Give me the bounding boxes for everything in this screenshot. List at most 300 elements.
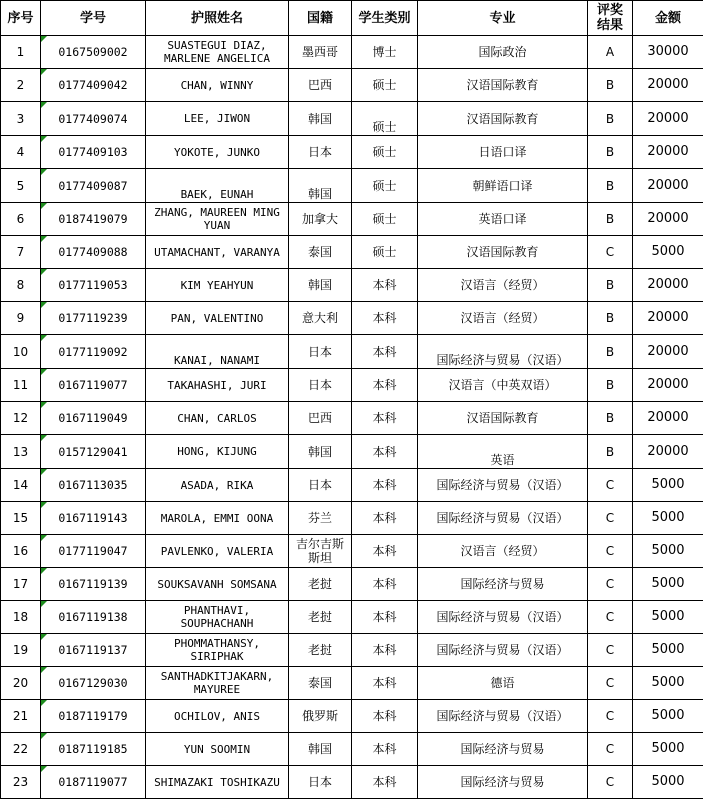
cell-student-type[interactable] bbox=[352, 766, 418, 799]
cell-nationality[interactable] bbox=[289, 601, 352, 634]
cell-major[interactable] bbox=[418, 302, 588, 335]
cell-passport-name[interactable] bbox=[146, 236, 289, 269]
cell-nationality-text: 韩国 bbox=[307, 187, 332, 201]
cell-student-type[interactable] bbox=[352, 568, 418, 601]
cell-major[interactable] bbox=[418, 402, 588, 435]
cell-nationality[interactable] bbox=[289, 302, 352, 335]
cell-student-id[interactable] bbox=[41, 535, 146, 568]
cell-passport-name-text: CHAN, WINNY bbox=[180, 78, 254, 92]
cell-seq[interactable] bbox=[1, 236, 41, 269]
cell-amount[interactable] bbox=[633, 203, 703, 236]
cell-student-id[interactable] bbox=[41, 169, 146, 203]
cell-major[interactable] bbox=[418, 568, 588, 601]
cell-student-type[interactable] bbox=[352, 502, 418, 535]
header-result[interactable] bbox=[588, 1, 633, 36]
cell-seq-text: 7 bbox=[16, 245, 25, 259]
table-row bbox=[1, 369, 703, 402]
cell-student-id-text: 0177119047 bbox=[58, 544, 128, 558]
cell-seq[interactable] bbox=[1, 136, 41, 169]
cell-major[interactable] bbox=[418, 634, 588, 667]
cell-result[interactable] bbox=[588, 469, 633, 502]
cell-major-text: 汉语言（经贸） bbox=[460, 278, 545, 292]
cell-amount[interactable] bbox=[633, 369, 703, 402]
cell-major[interactable] bbox=[418, 102, 588, 136]
cell-major[interactable] bbox=[418, 369, 588, 402]
cell-seq[interactable] bbox=[1, 302, 41, 335]
cell-student-id[interactable] bbox=[41, 502, 146, 535]
cell-nationality[interactable] bbox=[289, 203, 352, 236]
cell-amount[interactable] bbox=[633, 469, 703, 502]
cell-seq[interactable] bbox=[1, 502, 41, 535]
cell-amount[interactable] bbox=[633, 335, 703, 369]
cell-student-id-text: 0187119185 bbox=[58, 742, 128, 756]
cell-seq-text: 18 bbox=[12, 610, 29, 624]
cell-amount-text: 20000 bbox=[647, 110, 689, 126]
cell-passport-name[interactable] bbox=[146, 766, 289, 799]
cell-nationality-text: 日本 bbox=[307, 344, 332, 359]
cell-amount[interactable] bbox=[633, 236, 703, 269]
header-passport-name[interactable]: 护照姓名 bbox=[146, 1, 289, 36]
cell-passport-name[interactable] bbox=[146, 435, 289, 469]
cell-result-text: B bbox=[605, 78, 615, 92]
cell-seq-text: 21 bbox=[12, 709, 29, 723]
cell-seq-text: 5 bbox=[16, 178, 25, 193]
cell-student-id-text: 0157129041 bbox=[58, 444, 128, 459]
cell-result-text: C bbox=[605, 709, 615, 723]
cell-student-id[interactable] bbox=[41, 36, 146, 69]
cell-nationality[interactable] bbox=[289, 535, 352, 568]
cell-student-id[interactable] bbox=[41, 469, 146, 502]
cell-result[interactable] bbox=[588, 700, 633, 733]
cell-major[interactable] bbox=[418, 601, 588, 634]
cell-seq[interactable] bbox=[1, 335, 41, 369]
cell-nationality[interactable] bbox=[289, 236, 352, 269]
cell-nationality-text: 俄罗斯 bbox=[301, 709, 338, 723]
cell-student-type[interactable] bbox=[352, 435, 418, 469]
cell-passport-name[interactable] bbox=[146, 667, 289, 700]
cell-passport-name-text: UTAMACHANT, VARANYA bbox=[154, 245, 280, 259]
cell-student-id[interactable] bbox=[41, 435, 146, 469]
cell-seq[interactable] bbox=[1, 634, 41, 667]
table-row bbox=[1, 568, 703, 601]
cell-student-type[interactable] bbox=[352, 469, 418, 502]
cell-amount[interactable] bbox=[633, 302, 703, 335]
cell-result[interactable] bbox=[588, 69, 633, 102]
cell-nationality[interactable] bbox=[289, 169, 352, 203]
comment-indicator-icon bbox=[41, 634, 47, 640]
cell-amount[interactable] bbox=[633, 402, 703, 435]
cell-student-type[interactable] bbox=[352, 369, 418, 402]
cell-student-id[interactable] bbox=[41, 269, 146, 302]
cell-amount[interactable] bbox=[633, 700, 703, 733]
cell-major[interactable] bbox=[418, 136, 588, 169]
cell-passport-name-text: PHOMMATHANSY, SIRIPHAK bbox=[173, 637, 261, 663]
header-student-id[interactable]: 学号 bbox=[41, 1, 146, 36]
cell-nationality[interactable] bbox=[289, 36, 352, 69]
cell-student-id-text: 0177409087 bbox=[58, 178, 128, 193]
cell-amount[interactable] bbox=[633, 69, 703, 102]
cell-student-id[interactable] bbox=[41, 634, 146, 667]
cell-student-id-text: 0187119077 bbox=[58, 775, 128, 789]
cell-nationality[interactable] bbox=[289, 700, 352, 733]
cell-result[interactable] bbox=[588, 634, 633, 667]
cell-student-id[interactable] bbox=[41, 102, 146, 136]
cell-passport-name[interactable] bbox=[146, 568, 289, 601]
cell-seq[interactable] bbox=[1, 203, 41, 236]
cell-seq-text: 17 bbox=[12, 577, 29, 591]
cell-major[interactable] bbox=[418, 36, 588, 69]
cell-seq-text: 2 bbox=[16, 78, 25, 92]
header-amount[interactable]: 金额 bbox=[633, 1, 703, 36]
cell-seq-text: 16 bbox=[12, 544, 29, 558]
cell-passport-name-text: SUASTEGUI DIAZ, MARLENE ANGELICA bbox=[164, 39, 270, 65]
cell-major[interactable] bbox=[418, 667, 588, 700]
cell-student-id-text: 0167119137 bbox=[58, 643, 128, 657]
cell-amount-text: 20000 bbox=[647, 443, 689, 459]
cell-nationality[interactable] bbox=[289, 469, 352, 502]
comment-indicator-icon bbox=[41, 667, 47, 673]
cell-nationality[interactable] bbox=[289, 502, 352, 535]
cell-seq[interactable] bbox=[1, 535, 41, 568]
cell-major[interactable] bbox=[418, 269, 588, 302]
cell-major[interactable] bbox=[418, 236, 588, 269]
cell-nationality-text: 韩国 bbox=[307, 742, 332, 756]
cell-student-type[interactable] bbox=[352, 236, 418, 269]
cell-major-text: 国际经济与贸易（汉语） bbox=[436, 511, 569, 525]
cell-major-text: 德语 bbox=[490, 676, 515, 690]
cell-major[interactable] bbox=[418, 335, 588, 369]
cell-student-id-text: 0167119143 bbox=[58, 511, 128, 525]
cell-major-text: 汉语国际教育 bbox=[466, 78, 539, 92]
cell-seq[interactable] bbox=[1, 402, 41, 435]
cell-student-type[interactable] bbox=[352, 335, 418, 369]
cell-passport-name-text: PHANTHAVI, SOUPHACHANH bbox=[180, 604, 254, 630]
cell-result[interactable] bbox=[588, 36, 633, 69]
cell-result[interactable] bbox=[588, 236, 633, 269]
cell-student-type[interactable] bbox=[352, 269, 418, 302]
cell-amount[interactable] bbox=[633, 502, 703, 535]
cell-nationality-text: 韩国 bbox=[307, 444, 332, 459]
table-row bbox=[1, 236, 703, 269]
cell-student-type-text: 硕士 bbox=[372, 245, 397, 259]
table-row bbox=[1, 733, 703, 766]
header-student-type[interactable]: 学生类别 bbox=[352, 1, 418, 36]
table-row bbox=[1, 36, 703, 69]
cell-amount[interactable] bbox=[633, 733, 703, 766]
cell-passport-name-text: CHAN, CARLOS bbox=[177, 411, 257, 425]
cell-result[interactable] bbox=[588, 667, 633, 700]
cell-student-type-text: 本科 bbox=[372, 444, 397, 459]
cell-student-id-text: 0177119239 bbox=[58, 311, 128, 325]
cell-seq-text: 13 bbox=[12, 444, 29, 459]
cell-amount-text: 20000 bbox=[647, 211, 689, 226]
cell-nationality[interactable] bbox=[289, 667, 352, 700]
table-row bbox=[1, 435, 703, 469]
cell-result[interactable] bbox=[588, 733, 633, 766]
cell-passport-name[interactable] bbox=[146, 601, 289, 634]
cell-result[interactable] bbox=[588, 502, 633, 535]
cell-result[interactable] bbox=[588, 402, 633, 435]
cell-major-text: 国际经济与贸易 bbox=[460, 577, 545, 591]
cell-result[interactable] bbox=[588, 169, 633, 203]
cell-major[interactable] bbox=[418, 502, 588, 535]
cell-result[interactable] bbox=[588, 136, 633, 169]
cell-passport-name[interactable] bbox=[146, 302, 289, 335]
cell-nationality[interactable] bbox=[289, 634, 352, 667]
cell-major[interactable] bbox=[418, 535, 588, 568]
cell-amount[interactable] bbox=[633, 136, 703, 169]
cell-seq-text: 4 bbox=[16, 145, 25, 159]
cell-student-type[interactable] bbox=[352, 733, 418, 766]
cell-student-id[interactable] bbox=[41, 69, 146, 102]
cell-amount[interactable] bbox=[633, 36, 703, 69]
cell-seq[interactable] bbox=[1, 601, 41, 634]
cell-major-text: 国际经济与贸易（汉语） bbox=[436, 353, 569, 367]
cell-student-id[interactable] bbox=[41, 302, 146, 335]
cell-result[interactable] bbox=[588, 435, 633, 469]
comment-indicator-icon bbox=[41, 269, 47, 275]
cell-amount[interactable] bbox=[633, 435, 703, 469]
cell-student-id[interactable] bbox=[41, 236, 146, 269]
cell-passport-name[interactable] bbox=[146, 402, 289, 435]
cell-nationality[interactable] bbox=[289, 335, 352, 369]
cell-student-id[interactable] bbox=[41, 402, 146, 435]
cell-nationality[interactable] bbox=[289, 568, 352, 601]
cell-student-id[interactable] bbox=[41, 700, 146, 733]
cell-nationality-text: 韩国 bbox=[307, 278, 332, 292]
cell-result[interactable] bbox=[588, 203, 633, 236]
cell-passport-name[interactable] bbox=[146, 733, 289, 766]
cell-seq[interactable] bbox=[1, 700, 41, 733]
cell-result[interactable] bbox=[588, 601, 633, 634]
cell-amount-text: 20000 bbox=[647, 144, 689, 159]
cell-amount-text: 5000 bbox=[651, 774, 685, 789]
cell-student-type[interactable] bbox=[352, 69, 418, 102]
cell-student-id[interactable] bbox=[41, 203, 146, 236]
cell-nationality[interactable] bbox=[289, 435, 352, 469]
cell-nationality[interactable] bbox=[289, 102, 352, 136]
table-row bbox=[1, 335, 703, 369]
comment-indicator-icon bbox=[41, 69, 47, 75]
cell-result-text: C bbox=[605, 643, 615, 657]
cell-student-type-text: 本科 bbox=[372, 311, 397, 325]
cell-amount[interactable] bbox=[633, 535, 703, 568]
cell-major-text: 英语口译 bbox=[478, 212, 527, 226]
cell-student-id[interactable] bbox=[41, 369, 146, 402]
cell-student-id-text: 0177409103 bbox=[58, 145, 128, 159]
cell-student-id[interactable] bbox=[41, 733, 146, 766]
cell-nationality[interactable] bbox=[289, 369, 352, 402]
cell-amount-text: 20000 bbox=[647, 410, 689, 425]
comment-indicator-icon bbox=[41, 36, 47, 42]
cell-major-text: 国际经济与贸易（汉语） bbox=[436, 478, 569, 492]
cell-result[interactable] bbox=[588, 568, 633, 601]
cell-seq[interactable] bbox=[1, 169, 41, 203]
cell-nationality[interactable] bbox=[289, 766, 352, 799]
cell-student-id-text: 0167119077 bbox=[58, 378, 128, 392]
cell-result-text: C bbox=[605, 544, 615, 558]
table-row bbox=[1, 169, 703, 203]
cell-nationality[interactable] bbox=[289, 136, 352, 169]
cell-passport-name[interactable] bbox=[146, 269, 289, 302]
cell-amount[interactable] bbox=[633, 269, 703, 302]
cell-student-type[interactable] bbox=[352, 136, 418, 169]
cell-seq[interactable] bbox=[1, 269, 41, 302]
cell-student-id[interactable] bbox=[41, 568, 146, 601]
cell-nationality[interactable] bbox=[289, 269, 352, 302]
cell-student-type[interactable] bbox=[352, 169, 418, 203]
table-row bbox=[1, 102, 703, 136]
cell-passport-name[interactable] bbox=[146, 335, 289, 369]
cell-passport-name[interactable] bbox=[146, 169, 289, 203]
comment-indicator-icon bbox=[41, 568, 47, 574]
cell-major[interactable] bbox=[418, 203, 588, 236]
cell-seq-text: 10 bbox=[12, 344, 29, 359]
cell-student-type-text: 硕士 bbox=[372, 78, 397, 92]
cell-result-text: B bbox=[605, 111, 615, 126]
cell-student-id[interactable] bbox=[41, 667, 146, 700]
cell-amount-text: 5000 bbox=[651, 510, 685, 525]
cell-amount-text: 5000 bbox=[651, 609, 685, 624]
cell-result[interactable] bbox=[588, 269, 633, 302]
cell-student-type[interactable] bbox=[352, 36, 418, 69]
table-body bbox=[1, 36, 703, 799]
cell-seq[interactable] bbox=[1, 102, 41, 136]
cell-result[interactable] bbox=[588, 102, 633, 136]
cell-amount-text: 5000 bbox=[651, 543, 685, 558]
cell-seq[interactable] bbox=[1, 369, 41, 402]
cell-nationality-text: 意大利 bbox=[301, 311, 338, 325]
cell-student-type[interactable] bbox=[352, 402, 418, 435]
cell-amount[interactable] bbox=[633, 102, 703, 136]
cell-passport-name[interactable] bbox=[146, 369, 289, 402]
cell-amount[interactable] bbox=[633, 634, 703, 667]
cell-major[interactable] bbox=[418, 169, 588, 203]
cell-nationality-text: 老挝 bbox=[307, 610, 332, 624]
header-seq[interactable]: 序号 bbox=[1, 1, 41, 36]
cell-amount-text: 20000 bbox=[647, 310, 689, 325]
cell-passport-name-text: TAKAHASHI, JURI bbox=[167, 378, 267, 392]
cell-major[interactable] bbox=[418, 69, 588, 102]
cell-passport-name[interactable] bbox=[146, 36, 289, 69]
cell-result-text: C bbox=[605, 511, 615, 525]
cell-student-id[interactable] bbox=[41, 136, 146, 169]
cell-student-type[interactable] bbox=[352, 203, 418, 236]
cell-result-text: B bbox=[605, 212, 615, 226]
cell-seq-text: 19 bbox=[12, 643, 29, 657]
cell-seq-text: 23 bbox=[12, 775, 29, 789]
cell-passport-name-text: ASADA, RIKA bbox=[180, 478, 254, 492]
cell-seq-text: 22 bbox=[12, 742, 29, 756]
cell-passport-name[interactable] bbox=[146, 535, 289, 568]
cell-student-type[interactable] bbox=[352, 601, 418, 634]
cell-student-id[interactable] bbox=[41, 766, 146, 799]
table-row bbox=[1, 269, 703, 302]
cell-seq[interactable] bbox=[1, 766, 41, 799]
cell-student-type[interactable] bbox=[352, 535, 418, 568]
cell-major[interactable] bbox=[418, 700, 588, 733]
header-nationality[interactable]: 国籍 bbox=[289, 1, 352, 36]
cell-amount[interactable] bbox=[633, 766, 703, 799]
cell-student-type[interactable] bbox=[352, 302, 418, 335]
cell-result[interactable] bbox=[588, 335, 633, 369]
cell-passport-name[interactable] bbox=[146, 700, 289, 733]
header-major[interactable]: 专业 bbox=[418, 1, 588, 36]
cell-result[interactable] bbox=[588, 535, 633, 568]
cell-passport-name[interactable] bbox=[146, 136, 289, 169]
cell-nationality[interactable] bbox=[289, 733, 352, 766]
cell-major[interactable] bbox=[418, 435, 588, 469]
cell-seq[interactable] bbox=[1, 568, 41, 601]
cell-result-text: B bbox=[605, 178, 615, 193]
cell-seq-text: 8 bbox=[16, 278, 25, 292]
cell-seq[interactable] bbox=[1, 36, 41, 69]
cell-passport-name[interactable] bbox=[146, 469, 289, 502]
cell-nationality[interactable] bbox=[289, 69, 352, 102]
table-row bbox=[1, 535, 703, 568]
cell-amount[interactable] bbox=[633, 601, 703, 634]
cell-seq[interactable] bbox=[1, 469, 41, 502]
cell-result-text: B bbox=[605, 311, 615, 325]
cell-passport-name-text: YUN SOOMIN bbox=[183, 742, 251, 756]
table-row bbox=[1, 469, 703, 502]
cell-result[interactable] bbox=[588, 766, 633, 799]
comment-indicator-icon bbox=[41, 601, 47, 607]
cell-student-id-text: 0177119092 bbox=[58, 344, 128, 359]
cell-student-type[interactable] bbox=[352, 634, 418, 667]
cell-passport-name[interactable] bbox=[146, 102, 289, 136]
cell-student-id-text: 0167119139 bbox=[58, 577, 128, 591]
cell-major[interactable] bbox=[418, 733, 588, 766]
cell-student-id[interactable] bbox=[41, 601, 146, 634]
cell-seq-text: 14 bbox=[12, 478, 29, 492]
cell-student-type[interactable] bbox=[352, 700, 418, 733]
cell-nationality[interactable] bbox=[289, 402, 352, 435]
cell-seq[interactable] bbox=[1, 435, 41, 469]
cell-major-text: 英语 bbox=[490, 453, 515, 467]
cell-nationality-text: 吉尔吉斯 斯坦 bbox=[295, 537, 344, 565]
cell-amount[interactable] bbox=[633, 169, 703, 203]
cell-major-text: 汉语言（经贸） bbox=[460, 544, 545, 558]
table-row bbox=[1, 302, 703, 335]
cell-result[interactable] bbox=[588, 302, 633, 335]
cell-student-type-text: 博士 bbox=[372, 45, 397, 59]
cell-passport-name[interactable] bbox=[146, 69, 289, 102]
cell-amount-text: 20000 bbox=[647, 77, 689, 92]
cell-major[interactable] bbox=[418, 766, 588, 799]
cell-student-id[interactable] bbox=[41, 335, 146, 369]
cell-student-type[interactable] bbox=[352, 102, 418, 136]
table-row bbox=[1, 402, 703, 435]
cell-passport-name[interactable] bbox=[146, 203, 289, 236]
comment-indicator-icon bbox=[41, 733, 47, 739]
cell-seq[interactable] bbox=[1, 667, 41, 700]
cell-student-type[interactable] bbox=[352, 667, 418, 700]
cell-nationality-text: 日本 bbox=[307, 478, 332, 492]
table-row bbox=[1, 634, 703, 667]
cell-amount[interactable] bbox=[633, 667, 703, 700]
cell-seq[interactable] bbox=[1, 733, 41, 766]
cell-amount-text: 5000 bbox=[651, 675, 685, 690]
cell-amount[interactable] bbox=[633, 568, 703, 601]
cell-passport-name[interactable] bbox=[146, 502, 289, 535]
cell-passport-name[interactable] bbox=[146, 634, 289, 667]
cell-passport-name-text: SOUKSAVANH SOMSANA bbox=[157, 577, 277, 591]
cell-major[interactable] bbox=[418, 469, 588, 502]
cell-seq[interactable] bbox=[1, 69, 41, 102]
cell-result-text: B bbox=[605, 145, 615, 159]
cell-result[interactable] bbox=[588, 369, 633, 402]
